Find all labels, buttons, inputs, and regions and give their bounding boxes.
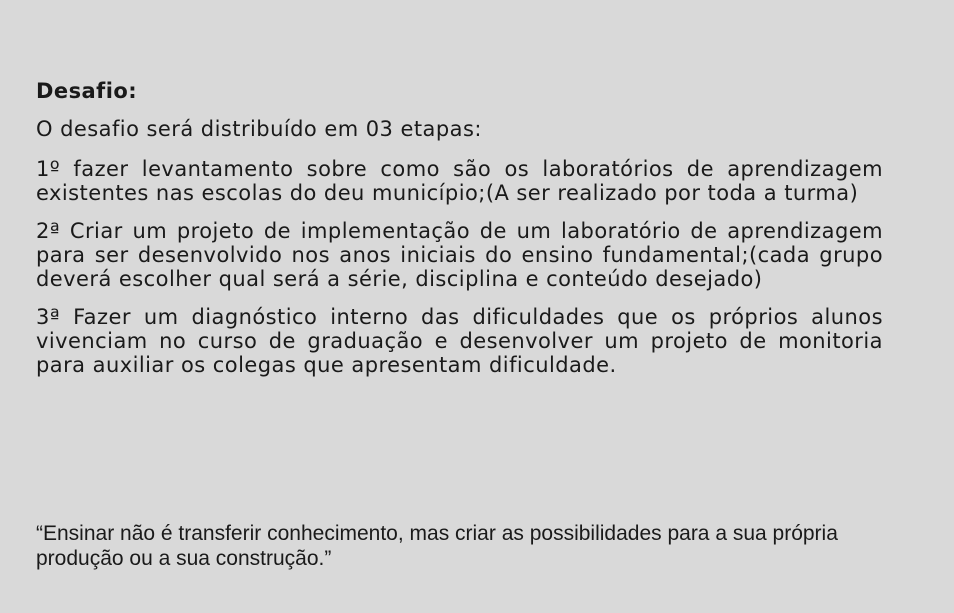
- challenge-intro: O desafio será distribuído em 03 etapas:: [36, 117, 482, 141]
- closing-quote: “Ensinar não é transferir conhecimento, mas criar as possibilidades para a sua própria produção ou a sua construção.”: [36, 522, 838, 570]
- challenge-document: [36, 79, 883, 391]
- challenge-step-1: 1º fazer levantamento sobre como são os laboratórios de aprendizagem existentes nas escolas do deu município;(A ser realizado por toda a turma): [36, 157, 883, 205]
- challenge-step-3: 3ª Fazer um diagnóstico interno das dificuldades que os próprios alunos vivenciam no curso de graduação e desenvolver um projeto de monitoria para auxiliar os colegas que apresentam dificuldade.: [36, 305, 883, 377]
- challenge-step-2: 2ª Criar um projeto de implementação de um laboratório de aprendizagem para ser desenvolvido nos anos iniciais do ensino fundamental;(cada grupo deverá escolher qual será a série, disciplina e conteúdo desejado): [36, 219, 883, 291]
- challenge-title: Desafio:: [36, 79, 138, 103]
